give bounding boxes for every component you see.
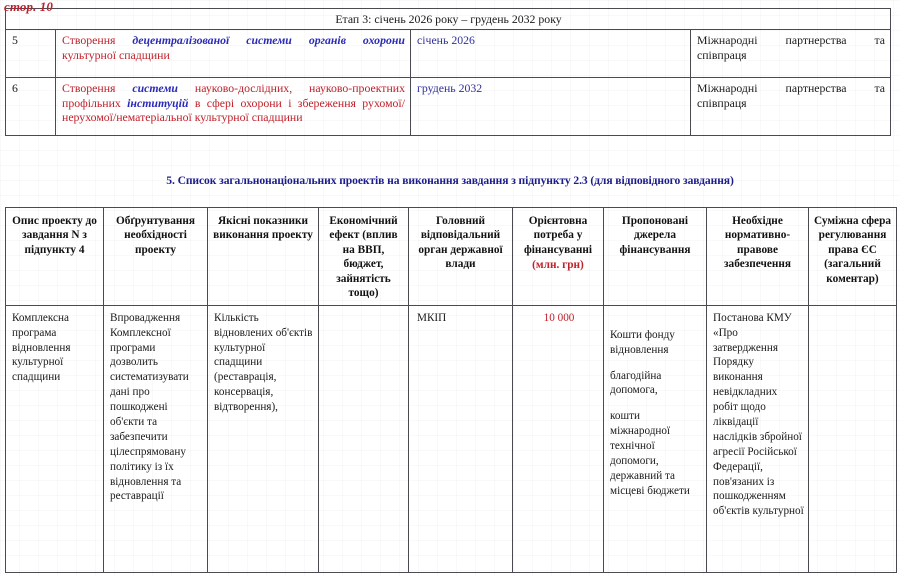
stage-title-cell: Етап 3: січень 2026 року – грудень 2032 року bbox=[6, 9, 891, 30]
task-description-cell bbox=[56, 30, 411, 78]
funding-source-item: кошти міжнародної технічної допомоги, державний та місцеві бюджети bbox=[610, 410, 690, 497]
table-row bbox=[6, 305, 897, 572]
cell-justification: Впровадження Комплексної програми дозволить систематизувати дані про пошкоджені об'єкти та забезпечити цілеспрямовану політику із їх відновлення та реставрації bbox=[104, 305, 208, 572]
task-text-plain: Створення bbox=[62, 33, 133, 48]
column-header-legal-framework: Необхідне нормативно-правове забезпечення bbox=[707, 208, 809, 306]
cell-economic-effect bbox=[319, 305, 409, 572]
cell-indicators: Кількість відновлених об'єктів культурної спадщини (реставрація, консервація, відтворення), bbox=[208, 305, 319, 572]
cell-eu-law bbox=[809, 305, 897, 572]
deadline-cell: грудень 2032 bbox=[411, 78, 691, 136]
column-header-responsible-body: Головний відповідальний орган державної влади bbox=[409, 208, 513, 306]
page-number-marker: стор. 10 bbox=[4, 0, 54, 14]
deadline-cell: січень 2026 bbox=[411, 30, 691, 78]
partners-cell: Міжнародні партнерства та співпраця bbox=[691, 78, 891, 136]
task-text-highlight: децентралізованої системи органів охорони bbox=[132, 33, 405, 48]
task-text-highlight-2: інституцій bbox=[127, 95, 189, 110]
column-header-economic-effect: Економічний ефект (вплив на ВВП, бюджет, зайнятість тощо) bbox=[319, 208, 409, 306]
table-row-stage-title bbox=[6, 9, 891, 30]
task-text-plain-end: в сфері охорони і збереження рухомої/ нерухомої/нематеріальної культурної спадщини bbox=[62, 95, 405, 125]
table-header-row bbox=[6, 208, 897, 306]
column-header-funding-need-label: Орієнтовна потреба у фінансуванні bbox=[523, 215, 593, 256]
table-row bbox=[6, 78, 891, 136]
funding-source-item: Кошти фонду відновлення bbox=[610, 328, 675, 356]
cell-funding-sources bbox=[604, 305, 707, 572]
table-row bbox=[6, 30, 891, 78]
funding-source-item: благодійна допомога, bbox=[610, 369, 662, 397]
national-projects-table bbox=[5, 207, 897, 573]
column-header-indicators: Якісні показники виконання проекту bbox=[208, 208, 319, 306]
row-number-cell: 6 bbox=[6, 78, 56, 136]
column-header-funding-sources: Пропоновані джерела фінансування bbox=[604, 208, 707, 306]
column-header-funding-need bbox=[513, 208, 604, 306]
column-header-eu-law: Суміжна сфера регулювання права ЄС (загальний коментар) bbox=[809, 208, 897, 306]
cell-responsible-body: МКІП bbox=[409, 305, 513, 572]
task-text-plain: Створення bbox=[62, 81, 133, 96]
task-text-plain-end: культурної спадщини bbox=[62, 47, 170, 62]
column-header-justification: Обґрунтування необхідності проекту bbox=[104, 208, 208, 306]
task-text-highlight: системи bbox=[132, 81, 178, 96]
stage-schedule-table bbox=[5, 8, 891, 136]
task-text-middle: науково-дослідних, науково-проектних профільних bbox=[62, 81, 405, 110]
column-header-description: Опис проекту до завдання N з підпункту 4 bbox=[6, 208, 104, 306]
row-number-cell: 5 bbox=[6, 30, 56, 78]
cell-funding-need: 10 000 bbox=[513, 305, 604, 572]
cell-description: Комплексна програма відновлення культурної спадщини bbox=[6, 305, 104, 572]
cell-legal-framework: Постанова КМУ «Про затвердження Порядку виконання невідкладних робіт щодо ліквідації наслідків збройної агресії Російської Федерації, пов'язаних із пошкодженням об'єктів культурної bbox=[707, 305, 809, 572]
partners-cell: Міжнародні партнерства та співпраця bbox=[691, 30, 891, 78]
section-heading: 5. Список загальнонаціональних проектів на виконання завдання з підпункту 2.3 (для відповідного завдання) bbox=[166, 174, 734, 187]
task-description-cell bbox=[56, 78, 411, 136]
column-header-funding-unit: (млн. грн) bbox=[532, 259, 584, 272]
